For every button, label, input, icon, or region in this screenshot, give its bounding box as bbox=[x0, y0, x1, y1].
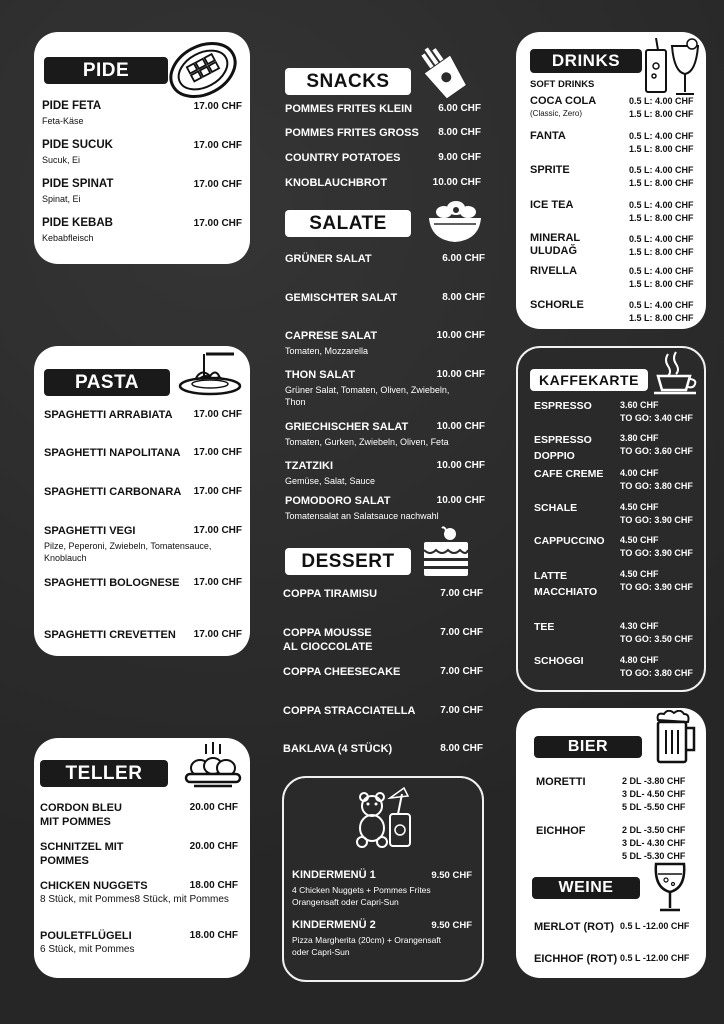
drinks-title: DRINKS bbox=[530, 49, 642, 73]
salat-price: 10.00 CHF bbox=[436, 460, 485, 471]
kaffee-name: TEE bbox=[534, 621, 555, 633]
dessert-title: DESSERT bbox=[285, 548, 411, 575]
kaffee-name: ESPRESSO bbox=[534, 400, 592, 412]
salat-name: GEMISCHTER SALAT bbox=[285, 292, 398, 304]
drink-name: SCHORLE bbox=[530, 299, 584, 311]
salat-item bbox=[285, 368, 485, 408]
pide-item-desc: Sucuk, Ei bbox=[42, 155, 81, 165]
dessert-name: COPPA TIRAMISU bbox=[283, 588, 378, 600]
kinder-item bbox=[292, 918, 472, 958]
drink-name: RIVELLA bbox=[530, 265, 578, 277]
salat-price: 10.00 CHF bbox=[436, 421, 485, 432]
snack-price: 10.00 CHF bbox=[432, 177, 481, 188]
salat-desc: Grüner Salat, Tomaten, Oliven, Zwiebeln, Thon bbox=[285, 385, 450, 407]
kaffee-togo-price: TO GO: 3.90 CHF bbox=[620, 582, 693, 592]
kaffee-item bbox=[534, 568, 702, 600]
drink-name: COCA COLA bbox=[530, 95, 597, 107]
fries-bag-icon bbox=[412, 40, 476, 104]
drink-price-large: 1.5 L: 8.00 CHF bbox=[629, 313, 694, 323]
pasta-name: SPAGHETTI CARBONARA bbox=[44, 486, 182, 498]
bier-price-3dl: 3 DL- 4.50 CHF bbox=[622, 789, 686, 799]
kaffee-price: 4.80 CHF bbox=[620, 655, 659, 665]
teller-item bbox=[40, 801, 238, 829]
kaffee-togo-price: TO GO: 3.50 CHF bbox=[620, 634, 693, 644]
drink-price-large: 1.5 L: 8.00 CHF bbox=[629, 109, 694, 119]
pide-item-desc: Feta-Käse bbox=[42, 116, 84, 126]
salat-name: THON SALAT bbox=[285, 369, 356, 381]
pide-item-price: 17.00 CHF bbox=[193, 218, 242, 229]
pasta-item bbox=[44, 446, 242, 460]
pasta-price: 17.00 CHF bbox=[193, 409, 242, 420]
salat-price: 10.00 CHF bbox=[436, 330, 485, 341]
teller-title: TELLER bbox=[40, 760, 168, 787]
snack-name: KNOBLAUCHBROT bbox=[285, 177, 388, 189]
drinks-card bbox=[516, 32, 706, 329]
salat-item bbox=[285, 329, 485, 357]
pide-bread-icon bbox=[162, 38, 244, 102]
kaffee-name: SCHALE bbox=[534, 502, 578, 514]
salat-name: GRIECHISCHER SALAT bbox=[285, 421, 409, 433]
dessert-name: COPPA STRACCIATELLA bbox=[283, 705, 416, 717]
pasta-item bbox=[44, 628, 242, 642]
pasta-name: SPAGHETTI BOLOGNESE bbox=[44, 577, 180, 589]
pasta-name: SPAGHETTI NAPOLITANA bbox=[44, 447, 181, 459]
teller-card bbox=[34, 738, 250, 978]
kaffee-item bbox=[534, 432, 702, 464]
drink-price-small: 0.5 L: 4.00 CHF bbox=[629, 200, 694, 210]
pasta-price: 17.00 CHF bbox=[193, 577, 242, 588]
kaffee-price: 4.50 CHF bbox=[620, 569, 659, 579]
teller-name: POULETFLÜGELI bbox=[40, 930, 132, 942]
snack-name: COUNTRY POTATOES bbox=[285, 152, 401, 164]
kinder-name: KINDERMENÜ 2 bbox=[292, 919, 376, 931]
kaffee-price: 3.60 CHF bbox=[620, 400, 659, 410]
drink-price-small: 0.5 L: 4.00 CHF bbox=[629, 131, 694, 141]
bier-weine-card bbox=[516, 708, 706, 978]
wein-name: EICHHOF (ROT) bbox=[534, 953, 618, 965]
pasta-name: SPAGHETTI ARRABIATA bbox=[44, 409, 173, 421]
coffee-cup-icon bbox=[652, 350, 700, 396]
salat-price: 6.00 CHF bbox=[442, 253, 485, 264]
pide-item bbox=[42, 99, 242, 127]
food-plate-icon bbox=[182, 740, 244, 796]
kaffee-price: 4.30 CHF bbox=[620, 621, 659, 631]
kaffee-togo-price: TO GO: 3.60 CHF bbox=[620, 446, 693, 456]
kaffee-name: ESPRESSO bbox=[534, 434, 592, 446]
kaffee-togo-price: TO GO: 3.90 CHF bbox=[620, 548, 693, 558]
bier-title: BIER bbox=[534, 736, 642, 758]
pide-item-name: PIDE SUCUK bbox=[42, 139, 113, 151]
kinder-desc: 4 Chicken Nuggets + Pommes Frites Orangensaft oder Capri-Sun bbox=[292, 885, 431, 907]
teller-name-line2: POMMES bbox=[40, 855, 89, 867]
pasta-price: 17.00 CHF bbox=[193, 447, 242, 458]
salat-desc: Gemüse, Salat, Sauce bbox=[285, 476, 376, 486]
snack-item bbox=[285, 151, 481, 165]
kinder-name: KINDERMENÜ 1 bbox=[292, 869, 376, 881]
bier-price-3dl: 3 DL- 4.30 CHF bbox=[622, 838, 686, 848]
pasta-name: SPAGHETTI CREVETTEN bbox=[44, 629, 176, 641]
teller-desc: 6 Stück, mit Pommes bbox=[40, 944, 135, 955]
drink-name: MINERAL bbox=[530, 232, 581, 244]
pasta-name: SPAGHETTI VEGI bbox=[44, 525, 136, 537]
kinder-price: 9.50 CHF bbox=[431, 870, 472, 881]
salat-name: GRÜNER SALAT bbox=[285, 253, 372, 265]
drink-price-large: 1.5 L: 8.00 CHF bbox=[629, 144, 694, 154]
pide-item bbox=[42, 138, 242, 166]
weine-title: WEINE bbox=[532, 877, 640, 899]
pide-item-name: PIDE SPINAT bbox=[42, 178, 114, 190]
drink-price-large: 1.5 L: 8.00 CHF bbox=[629, 247, 694, 257]
snack-price: 6.00 CHF bbox=[438, 103, 481, 114]
drink-name: FANTA bbox=[530, 130, 566, 142]
pasta-price: 17.00 CHF bbox=[193, 486, 242, 497]
kaffee-name-line2: DOPPIO bbox=[534, 450, 575, 462]
cake-icon bbox=[420, 526, 472, 582]
kaffee-item bbox=[534, 534, 702, 558]
salat-item bbox=[285, 420, 485, 448]
salat-price: 10.00 CHF bbox=[436, 369, 485, 380]
kaffee-price: 4.50 CHF bbox=[620, 502, 659, 512]
salat-item bbox=[285, 291, 485, 305]
kinder-item bbox=[292, 868, 472, 908]
kinder-price: 9.50 CHF bbox=[431, 920, 472, 931]
snack-name: POMMES FRITES KLEIN bbox=[285, 103, 413, 115]
wein-item bbox=[534, 952, 702, 966]
kaffee-item bbox=[534, 399, 702, 423]
kaffee-item bbox=[534, 654, 702, 678]
salat-desc: Tomaten, Mozzarella bbox=[285, 346, 369, 356]
drink-item bbox=[530, 163, 696, 188]
pide-card bbox=[34, 32, 250, 264]
drink-sub: (Classic, Zero) bbox=[530, 109, 583, 118]
teller-price: 18.00 CHF bbox=[189, 880, 238, 891]
drink-item bbox=[530, 264, 696, 289]
cocktail-glasses-icon bbox=[640, 36, 702, 100]
teller-name: SCHNITZEL MIT bbox=[40, 841, 124, 853]
pide-item-price: 17.00 CHF bbox=[193, 179, 242, 190]
snack-price: 8.00 CHF bbox=[438, 127, 481, 138]
dessert-name: COPPA CHEESECAKE bbox=[283, 666, 401, 678]
kaffee-price: 4.00 CHF bbox=[620, 468, 659, 478]
drink-price-large: 1.5 L: 8.00 CHF bbox=[629, 279, 694, 289]
pasta-item bbox=[44, 576, 242, 590]
bier-price-5dl: 5 DL -5.50 CHF bbox=[622, 802, 686, 812]
pasta-item bbox=[44, 485, 242, 499]
kaffee-title: KAFFEKARTE bbox=[530, 369, 648, 391]
wein-price: 0.5 L -12.00 CHF bbox=[620, 921, 690, 931]
pide-title: PIDE bbox=[44, 57, 168, 84]
dessert-item bbox=[283, 665, 483, 679]
pasta-price: 17.00 CHF bbox=[193, 629, 242, 640]
drink-item bbox=[530, 129, 696, 154]
pasta-item bbox=[44, 408, 242, 422]
pide-item-name: PIDE FETA bbox=[42, 100, 102, 112]
teller-desc: 8 Stück, mit Pommes8 Stück, mit Pommes bbox=[40, 894, 229, 905]
salat-item bbox=[285, 494, 485, 522]
salat-name: CAPRESE SALAT bbox=[285, 330, 378, 342]
pasta-desc: Pilze, Peperoni, Zwiebeln, Tomatensauce, Knoblauch bbox=[44, 541, 212, 563]
teller-price: 18.00 CHF bbox=[189, 930, 238, 941]
dessert-price: 7.00 CHF bbox=[440, 588, 483, 599]
wein-name: MERLOT (ROT) bbox=[534, 921, 615, 933]
wein-item bbox=[534, 920, 702, 934]
teller-price: 20.00 CHF bbox=[189, 841, 238, 852]
snack-item bbox=[285, 176, 481, 190]
dessert-item bbox=[283, 587, 483, 601]
kaffee-name-line2: MACCHIATO bbox=[534, 586, 598, 598]
teller-name-line2: MIT POMMES bbox=[40, 816, 111, 828]
snack-name: POMMES FRITES GROSS bbox=[285, 127, 419, 139]
snacks-title: SNACKS bbox=[285, 68, 411, 95]
kaffee-price: 3.80 CHF bbox=[620, 433, 659, 443]
dessert-item bbox=[283, 704, 483, 718]
dessert-item bbox=[283, 742, 483, 756]
kaffee-name: SCHOGGI bbox=[534, 655, 584, 667]
kaffee-card bbox=[516, 346, 706, 692]
salat-desc: Tomatensalat an Salatsauce nachwahl bbox=[285, 511, 439, 521]
pasta-item bbox=[44, 524, 242, 564]
pide-item-desc: Kebabfleisch bbox=[42, 233, 94, 243]
kaffee-togo-price: TO GO: 3.90 CHF bbox=[620, 515, 693, 525]
teller-price: 20.00 CHF bbox=[189, 802, 238, 813]
kaffee-name: CAPPUCCINO bbox=[534, 535, 605, 547]
drink-item bbox=[530, 298, 696, 323]
kinder-card bbox=[282, 776, 484, 982]
wine-glass-icon bbox=[650, 860, 690, 916]
snack-item bbox=[285, 102, 481, 116]
snack-price: 9.00 CHF bbox=[438, 152, 481, 163]
kinder-desc: Pizza Margherita (20cm) + Orangensaft oder Capri-Sun bbox=[292, 935, 442, 957]
drink-price-small: 0.5 L: 4.00 CHF bbox=[629, 165, 694, 175]
pasta-card bbox=[34, 346, 250, 656]
salat-name: TZATZIKI bbox=[285, 460, 334, 472]
teller-name: CHICKEN NUGGETS bbox=[40, 880, 148, 892]
spaghetti-plate-icon bbox=[176, 350, 244, 400]
dessert-price: 7.00 CHF bbox=[440, 666, 483, 677]
pide-item-desc: Spinat, Ei bbox=[42, 194, 81, 204]
pasta-price: 17.00 CHF bbox=[193, 525, 242, 536]
salat-price: 10.00 CHF bbox=[436, 495, 485, 506]
teller-item bbox=[40, 929, 238, 957]
pide-item bbox=[42, 177, 242, 205]
dessert-price: 8.00 CHF bbox=[440, 743, 483, 754]
bier-name: EICHHOF bbox=[536, 825, 586, 837]
salate-title: SALATE bbox=[285, 210, 411, 237]
drink-item bbox=[530, 232, 696, 258]
kaffee-togo-price: TO GO: 3.40 CHF bbox=[620, 413, 693, 423]
drink-name-line2: ULUDAĞ bbox=[530, 245, 578, 257]
pide-item-name: PIDE KEBAB bbox=[42, 217, 113, 229]
drink-price-small: 0.5 L: 4.00 CHF bbox=[629, 300, 694, 310]
drink-price-small: 0.5 L: 4.00 CHF bbox=[629, 266, 694, 276]
kaffee-item bbox=[534, 501, 702, 525]
soft-drinks-subtitle: SOFT DRINKS bbox=[530, 79, 595, 90]
teller-item bbox=[40, 879, 238, 907]
dessert-price: 7.00 CHF bbox=[440, 705, 483, 716]
pide-item bbox=[42, 216, 242, 244]
dessert-name: BAKLAVA (4 STÜCK) bbox=[283, 743, 393, 755]
drink-price-small: 0.5 L: 4.00 CHF bbox=[629, 234, 694, 244]
pasta-title: PASTA bbox=[44, 369, 170, 396]
kaffee-name: CAFE CREME bbox=[534, 468, 604, 480]
beer-mug-icon bbox=[652, 710, 698, 766]
teller-item bbox=[40, 840, 238, 868]
dessert-price: 7.00 CHF bbox=[440, 627, 483, 638]
salat-desc: Tomaten, Gurken, Zwiebeln, Oliven, Feta bbox=[285, 437, 449, 447]
bier-price-2dl: 2 DL -3.50 CHF bbox=[622, 825, 686, 835]
wein-price: 0.5 L -12.00 CHF bbox=[620, 953, 690, 963]
bier-item bbox=[536, 824, 700, 861]
drink-name: SPRITE bbox=[530, 164, 570, 176]
dessert-name-line2: AL CIOCCOLATE bbox=[283, 641, 373, 653]
kids-toys-icon bbox=[348, 784, 418, 854]
salat-item bbox=[285, 252, 485, 266]
bier-price-5dl: 5 DL -5.30 CHF bbox=[622, 851, 686, 861]
drink-price-small: 0.5 L: 4.00 CHF bbox=[629, 96, 694, 106]
pide-item-price: 17.00 CHF bbox=[193, 140, 242, 151]
drink-item bbox=[530, 94, 696, 120]
salat-item bbox=[285, 459, 485, 487]
bier-item bbox=[536, 775, 700, 812]
kaffee-togo-price: TO GO: 3.80 CHF bbox=[620, 481, 693, 491]
kaffee-item bbox=[534, 467, 702, 491]
kaffee-name: LATTE bbox=[534, 570, 568, 582]
salat-name: POMODORO SALAT bbox=[285, 495, 391, 507]
kaffee-togo-price: TO GO: 3.80 CHF bbox=[620, 668, 693, 678]
teller-name: CORDON BLEU bbox=[40, 802, 122, 814]
drink-price-large: 1.5 L: 8.00 CHF bbox=[629, 213, 694, 223]
drink-name: ICE TEA bbox=[530, 199, 574, 211]
drink-item bbox=[530, 198, 696, 223]
kaffee-item bbox=[534, 620, 702, 644]
salat-price: 8.00 CHF bbox=[442, 292, 485, 303]
bier-price-2dl: 2 DL -3.80 CHF bbox=[622, 776, 686, 786]
bier-name: MORETTI bbox=[536, 776, 586, 788]
dessert-name: COPPA MOUSSE bbox=[283, 627, 372, 639]
snack-item bbox=[285, 126, 481, 140]
salad-bowl-icon bbox=[424, 194, 486, 246]
dessert-item bbox=[283, 626, 483, 654]
drink-price-large: 1.5 L: 8.00 CHF bbox=[629, 178, 694, 188]
kaffee-price: 4.50 CHF bbox=[620, 535, 659, 545]
pide-item-price: 17.00 CHF bbox=[193, 101, 242, 112]
